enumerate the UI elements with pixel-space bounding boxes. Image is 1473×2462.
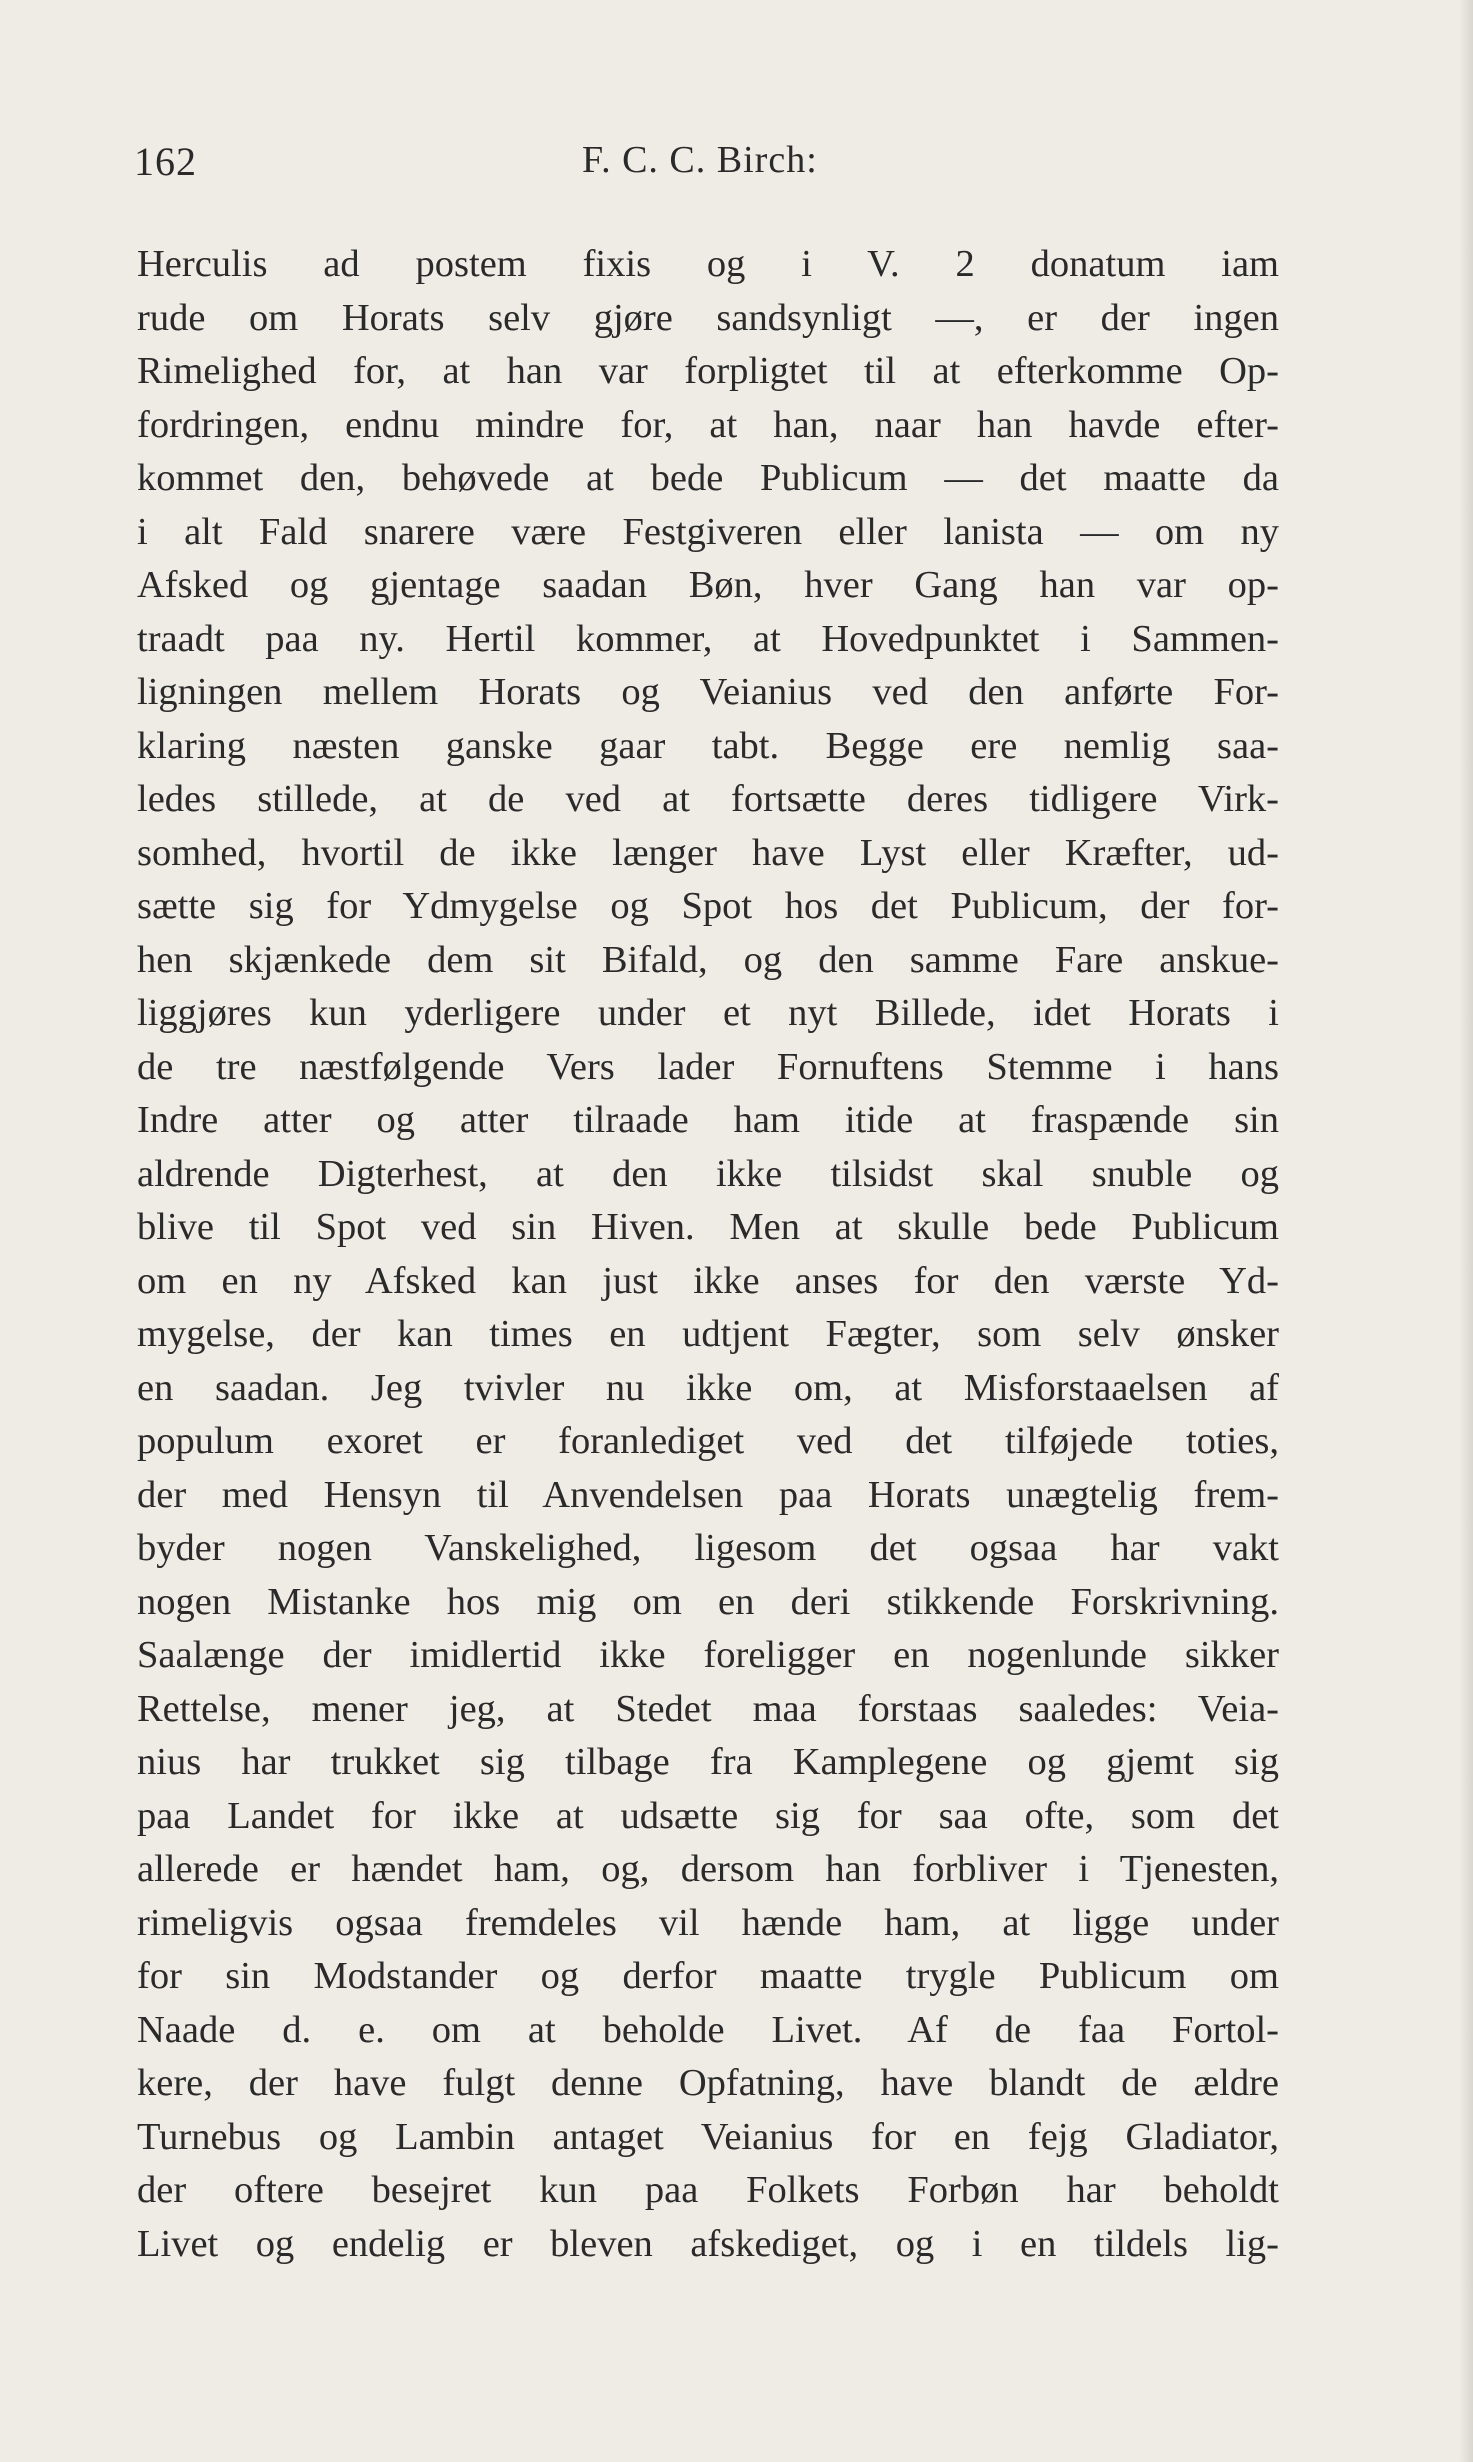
- text-line: Afsked og gjentage saadan Bøn, hver Gang han var op-: [137, 564, 1279, 606]
- text-line: populum exoret er foranlediget ved det tilføjede toties,: [137, 1420, 1279, 1462]
- text-line: Herculis ad postem fixis og i V. 2 donatum iam: [137, 243, 1279, 285]
- text-line: aldrende Digterhest, at den ikke tilsidst skal snuble og: [137, 1152, 1279, 1195]
- text-line: der med Hensyn til Anvendelsen paa Horats unægtelig frem-: [137, 1473, 1279, 1516]
- page-edge-shadow: [1459, 0, 1473, 2462]
- text-line: paa Landet for ikke at udsætte sig for saa ofte, som det: [137, 1794, 1279, 1837]
- body-text: [137, 238, 1279, 2271]
- text-line: Livet og endelig er bleven afskediget, og i en tildels lig-: [137, 2222, 1279, 2265]
- text-line: Naade d. e. om at beholde Livet. Af de faa Fortol-: [137, 2008, 1279, 2051]
- text-line: nius har trukket sig tilbage fra Kamplegene og gjemt sig: [137, 1741, 1279, 1783]
- text-line: byder nogen Vanskelighed, ligesom det ogsaa har vakt: [137, 1527, 1279, 1569]
- text-line: en saadan. Jeg tvivler nu ikke om, at Misforstaaelsen af: [137, 1366, 1279, 1409]
- text-line: Indre atter og atter tilraade ham itide at fraspænde sin: [137, 1099, 1279, 1141]
- text-line: om en ny Afsked kan just ikke anses for den værste Yd-: [137, 1259, 1279, 1302]
- running-head: [134, 138, 1294, 198]
- text-line: klaring næsten ganske gaar tabt. Begge ere nemlig saa-: [137, 724, 1279, 767]
- text-line: hen skjænkede dem sit Bifald, og den samme Fare anskue-: [137, 938, 1279, 981]
- text-line: for sin Modstander og derfor maatte trygle Publicum om: [137, 1955, 1279, 1997]
- text-line: ligningen mellem Horats og Veianius ved den anførte For-: [137, 671, 1279, 713]
- text-line: nogen Mistanke hos mig om en deri stikkende Forskrivning.: [137, 1580, 1279, 1623]
- text-line: Turnebus og Lambin antaget Veianius for en fejg Gladiator,: [137, 2115, 1279, 2158]
- text-line: rude om Horats selv gjøre sandsynligt —, er der ingen: [137, 296, 1279, 339]
- text-line: somhed, hvortil de ikke længer have Lyst eller Kræfter, ud-: [137, 831, 1279, 874]
- text-line: allerede er hændet ham, og, dersom han forbliver i Tjenesten,: [137, 1848, 1279, 1890]
- text-line: traadt paa ny. Hertil kommer, at Hovedpunktet i Sammen-: [137, 617, 1279, 660]
- text-line: Saalænge der imidlertid ikke foreligger en nogenlunde sikker: [137, 1634, 1279, 1676]
- text-line: sætte sig for Ydmygelse og Spot hos det Publicum, der for-: [137, 885, 1279, 927]
- text-line: mygelse, der kan times en udtjent Fægter, som selv ønsker: [137, 1313, 1279, 1355]
- text-line: kommet den, behøvede at bede Publicum — det maatte da: [137, 457, 1279, 499]
- text-line: de tre næstfølgende Vers lader Fornuftens Stemme i hans: [137, 1045, 1279, 1088]
- text-line: kere, der have fulgt denne Opfatning, have blandt de ældre: [137, 2062, 1279, 2104]
- text-line: ledes stillede, at de ved at fortsætte deres tidligere Virk-: [137, 778, 1279, 820]
- text-line: Rettelse, mener jeg, at Stedet maa forstaas saaledes: Veia-: [137, 1687, 1279, 1730]
- text-line: der oftere besejret kun paa Folkets Forbøn har beholdt: [137, 2169, 1279, 2211]
- text-line: fordringen, endnu mindre for, at han, naar han havde efter-: [137, 403, 1279, 446]
- page-number: 162: [134, 139, 197, 184]
- text-line: rimeligvis ogsaa fremdeles vil hænde ham, at ligge under: [137, 1901, 1279, 1944]
- running-title: F. C. C. Birch:: [582, 139, 818, 181]
- text-line: liggjøres kun yderligere under et nyt Billede, idet Horats i: [137, 992, 1279, 1034]
- text-line: Rimelighed for, at han var forpligtet til at efterkomme Op-: [137, 350, 1279, 392]
- text-line: i alt Fald snarere være Festgiveren eller lanista — om ny: [137, 510, 1279, 553]
- text-line: blive til Spot ved sin Hiven. Men at skulle bede Publicum: [137, 1206, 1279, 1248]
